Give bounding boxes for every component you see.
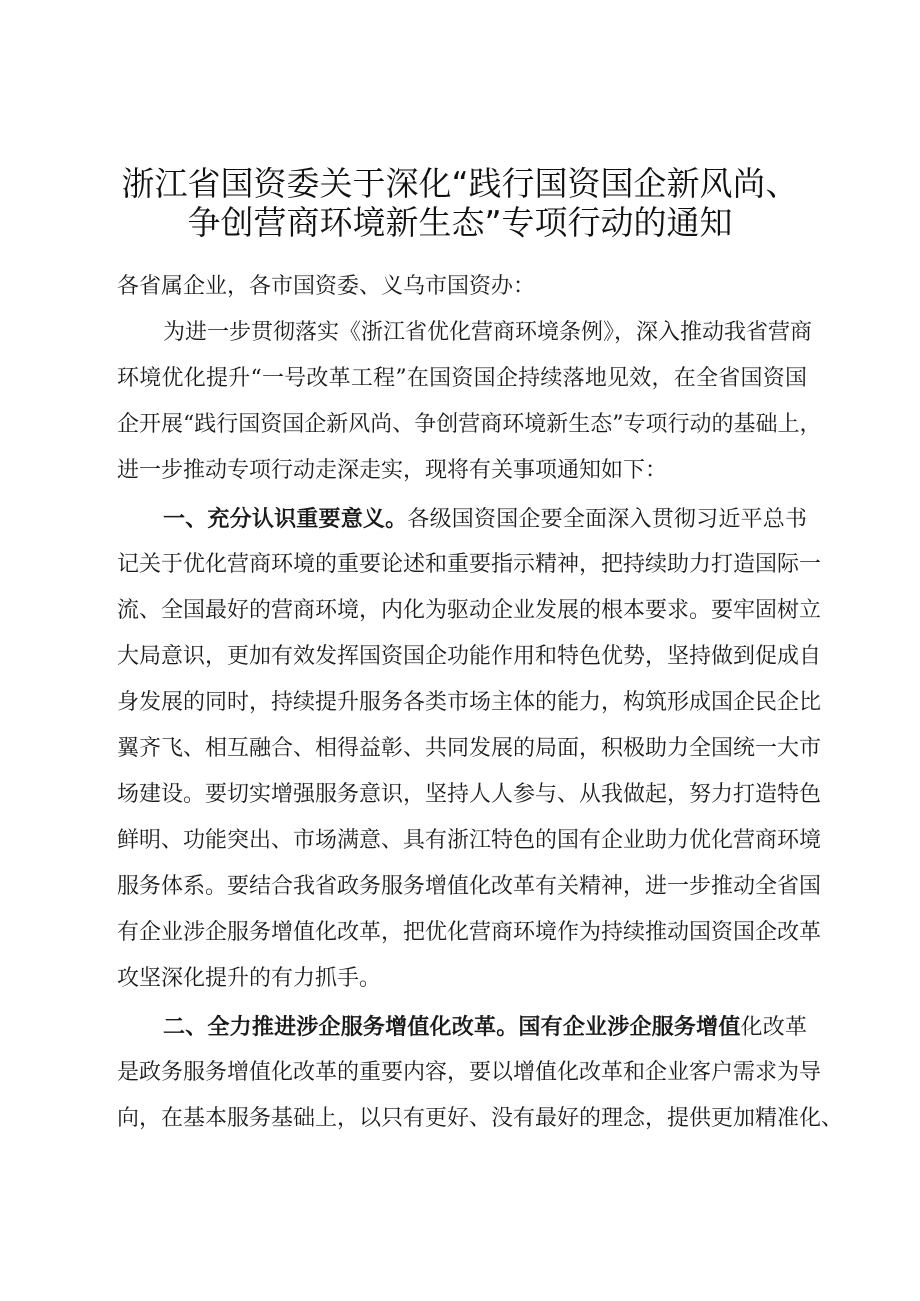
salutation: 各省属企业，各市国资委、义乌市国资办： [117,274,536,299]
intro-line-4: 进一步推动专项行动走深走实，现将有关事项通知如下： [117,458,668,483]
document-title-line-1: 浙江省国资委关于深化“践行国资国企新风尚、 [121,164,799,203]
section-2-line: 是政务服务增值化改革的重要内容，要以增值化改革和企业客户需求为导 [117,1060,822,1085]
intro-line-1: 为进一步贯彻落实《浙江省优化营商环境条例》，深入推动我省营商 [163,320,813,345]
section-1-line: 有企业涉企服务增值化改革，把优化营商环境作为持续推动国资国企改革 [117,920,822,945]
section-1-line: 身发展的同时，持续提升服务各类市场主体的能力，构筑形成国企民企比 [117,690,822,715]
section-2-first-line-text: 化改革 [740,1015,807,1040]
section-1-line: 攻坚深化提升的有力抓手。 [117,966,382,991]
section-1-line: 翼齐飞、相互融合、相得益彰、共同发展的局面，积极助力全国统一大市 [117,736,822,761]
intro-line-3: 企开展“践行国资国企新风尚、争创营商环境新生态”专项行动的基础上， [117,412,822,437]
document-title-line-2: 争创营商环境新生态”专项行动的通知 [187,203,733,242]
section-1-heading: 一、充分认识重要意义。 [163,506,408,532]
section-1-line: 记关于优化营商环境的重要论述和重要指示精神，把持续助力打造国际一 [117,552,822,577]
section-1-line: 鲜明、功能突出、市场满意、具有浙江特色的国有企业助力优化营商环境 [117,828,822,853]
section-1-first-line-text: 各级国资国企要全面深入贯彻习近平总书 [407,507,807,532]
section-2-line: 向，在基本服务基础上，以只有更好、没有最好的理念，提供更加精准化、 [117,1106,844,1131]
section-1-line: 场建设。要切实增强服务意识，坚持人人参与、从我做起，努力打造特色 [117,782,822,807]
section-1-first-line [163,495,807,543]
section-2-heading: 二、全力推进涉企服务增值化改革。 [163,1014,519,1040]
section-1-line: 流、全国最好的营商环境，内化为驱动企业发展的根本要求。要牢固树立 [117,598,822,623]
intro-line-2: 环境优化提升“一号改革工程”在国资国企持续落地见效，在全省国资国 [117,366,807,391]
section-1-line: 服务体系。要结合我省政务服务增值化改革有关精神，进一步推动全省国 [117,874,822,899]
section-2-first-line [163,1003,807,1051]
section-1-line: 大局意识，更加有效发挥国资国企功能作用和特色优势，坚持做到促成自 [117,644,822,669]
section-2-first-line-bold-text: 国有企业涉企服务增值 [518,1014,741,1040]
